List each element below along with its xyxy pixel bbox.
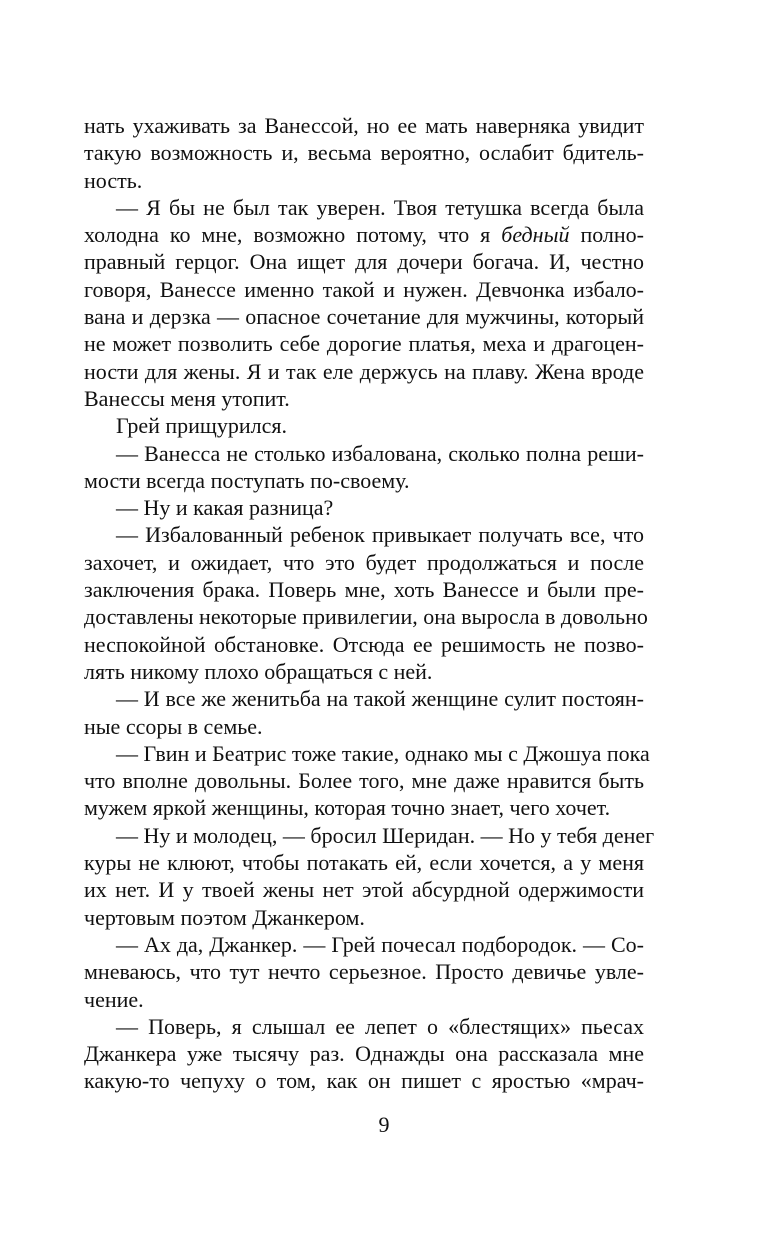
text-line: какую-то чепуху о том, как он пишет с яростью «мрач- [84, 1068, 644, 1094]
text-line: говоря, Ванессе именно такой и нужен. Девчонка избало- [84, 276, 644, 302]
page-number: 9 [378, 1112, 390, 1137]
text-line: мужем яркой женщины, которая точно знает, чего хочет. [84, 795, 611, 821]
text-line: мости всегда поступать по-своему. [84, 467, 410, 493]
text-line: заключения брака. Поверь мне, хоть Ванессе и были пре- [84, 577, 644, 603]
text-line: их нет. И у твоей жены нет этой абсурдной одержимости [84, 877, 644, 903]
text-line: Ванессы меня утопит. [84, 385, 290, 411]
text-line: такую возможность и, весьма вероятно, ослабит бдитель- [84, 140, 644, 166]
text-line: холодна ко мне, возможно потому, что я бедный полно- [84, 222, 645, 248]
text-line: мневаюсь, что тут нечто серьезное. Просто девичье увле- [84, 959, 644, 985]
text-line: доставлены некоторые привилегии, она выросла в довольно [84, 604, 648, 630]
text-line: ные ссоры в семье. [84, 713, 263, 739]
text-line: чертовым поэтом Джанкером. [84, 904, 365, 930]
text-line: что вполне довольны. Более того, мне даже нравится быть [84, 768, 644, 794]
text-line: нать ухаживать за Ванессой, но ее мать наверняка увидит [84, 113, 644, 138]
text-line: — Ну и какая разница? [116, 495, 334, 521]
text-line: — Ах да, Джанкер. — Грей почесал подбородок. — Со- [116, 931, 644, 957]
text-line: — Ну и молодец, — бросил Шеридан. — Но у тебя денег [116, 822, 655, 848]
text-line: лять никому плохо обращаться с ней. [84, 658, 433, 684]
text-line: — Ванесса не столько избалована, сколько полна реши- [116, 440, 644, 466]
text-line: неспокойной обстановке. Отсюда ее решимость не позво- [84, 631, 644, 657]
text-line: ности для жены. Я и так еле держусь на плаву. Жена вроде [84, 358, 644, 384]
emphasis: бедный [501, 222, 570, 248]
text-line: Джанкера уже тысячу раз. Однажды она рассказала мне [84, 1041, 644, 1067]
body-text [84, 112, 655, 1095]
text-line: — Гвин и Беатрис тоже такие, однако мы с Джошуа пока [116, 740, 650, 766]
text-line: куры не клюют, чтобы потакать ей, если хочется, а у меня [84, 850, 644, 876]
text-line: не может позволить себе дорогие платья, меха и драгоцен- [84, 331, 644, 357]
text-line: Грей прищурился. [116, 413, 287, 439]
text-line: — И все же женитьба на такой женщине сулит постоян- [116, 686, 644, 712]
text-line: — Я бы не был так уверен. Твоя тетушка всегда была [116, 194, 644, 220]
text-line: чение. [84, 986, 144, 1012]
text-line: захочет, и ожидает, что это будет продолжаться и после [84, 549, 644, 575]
text-line: правный герцог. Она ищет для дочери богача. И, честно [84, 249, 644, 275]
text-line: — Избалованный ребенок привыкает получать все, что [116, 522, 644, 548]
text-line: вана и дерзка — опасное сочетание для мужчины, который [84, 304, 644, 330]
text-line: — Поверь, я слышал ее лепет о «блестящих» пьесах [116, 1013, 644, 1039]
text-line: ность. [84, 167, 143, 193]
